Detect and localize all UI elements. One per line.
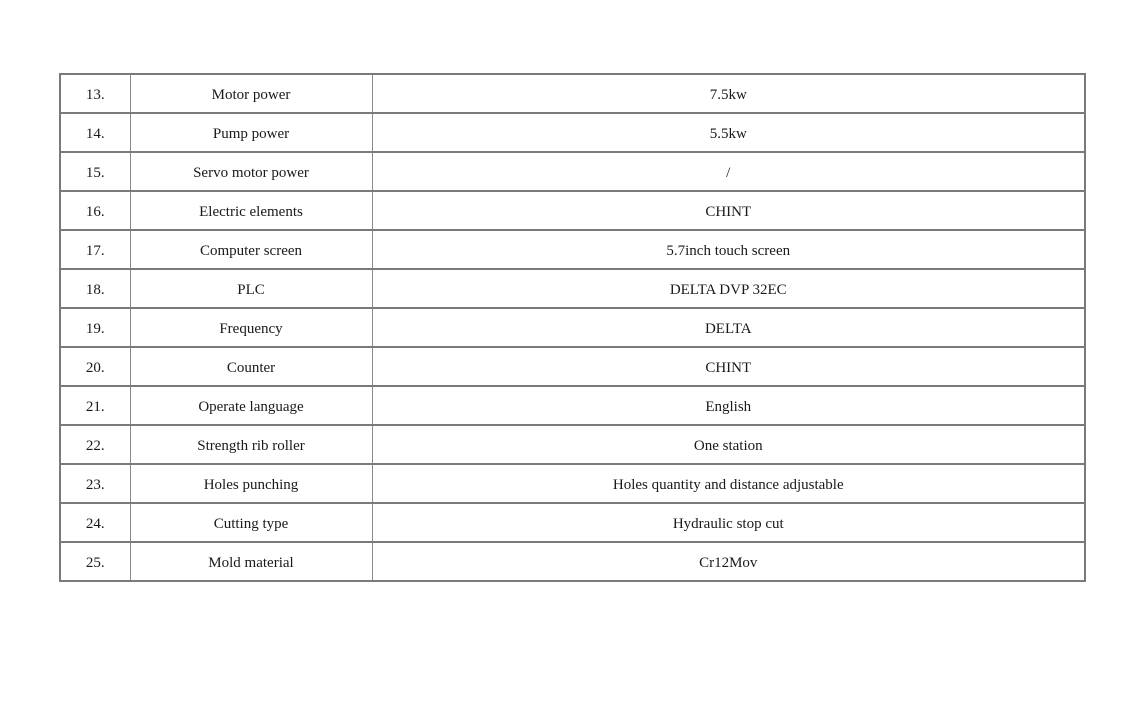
row-value: / <box>372 152 1085 191</box>
row-number: 16. <box>60 191 130 230</box>
row-value: DELTA DVP 32EC <box>372 269 1085 308</box>
row-number: 22. <box>60 425 130 464</box>
row-number: 25. <box>60 542 130 581</box>
row-item: Motor power <box>130 74 372 113</box>
row-value: 7.5kw <box>372 74 1085 113</box>
table-row <box>60 425 1085 464</box>
table-row <box>60 503 1085 542</box>
table-row <box>60 347 1085 386</box>
row-item: Electric elements <box>130 191 372 230</box>
row-item: Counter <box>130 347 372 386</box>
table-row <box>60 230 1085 269</box>
table-row <box>60 386 1085 425</box>
row-number: 18. <box>60 269 130 308</box>
row-item: Operate language <box>130 386 372 425</box>
row-number: 17. <box>60 230 130 269</box>
row-number: 14. <box>60 113 130 152</box>
row-item: Servo motor power <box>130 152 372 191</box>
table-row <box>60 113 1085 152</box>
row-item: Holes punching <box>130 464 372 503</box>
row-number: 21. <box>60 386 130 425</box>
row-value: Hydraulic stop cut <box>372 503 1085 542</box>
row-number: 13. <box>60 74 130 113</box>
row-item: PLC <box>130 269 372 308</box>
row-number: 24. <box>60 503 130 542</box>
table-row <box>60 191 1085 230</box>
row-item: Strength rib roller <box>130 425 372 464</box>
row-value: Cr12Mov <box>372 542 1085 581</box>
row-value: English <box>372 386 1085 425</box>
table-row <box>60 308 1085 347</box>
row-number: 23. <box>60 464 130 503</box>
row-value: CHINT <box>372 347 1085 386</box>
table-row <box>60 464 1085 503</box>
row-value: One station <box>372 425 1085 464</box>
spec-table <box>59 73 1086 582</box>
spec-table-body <box>60 74 1085 581</box>
row-value: 5.7inch touch screen <box>372 230 1085 269</box>
row-item: Mold material <box>130 542 372 581</box>
row-number: 19. <box>60 308 130 347</box>
table-row <box>60 269 1085 308</box>
table-row <box>60 542 1085 581</box>
row-value: DELTA <box>372 308 1085 347</box>
row-value: Holes quantity and distance adjustable <box>372 464 1085 503</box>
row-value: 5.5kw <box>372 113 1085 152</box>
row-value: CHINT <box>372 191 1085 230</box>
row-item: Pump power <box>130 113 372 152</box>
row-number: 20. <box>60 347 130 386</box>
row-item: Computer screen <box>130 230 372 269</box>
table-row <box>60 152 1085 191</box>
table-row <box>60 74 1085 113</box>
row-item: Frequency <box>130 308 372 347</box>
row-item: Cutting type <box>130 503 372 542</box>
row-number: 15. <box>60 152 130 191</box>
